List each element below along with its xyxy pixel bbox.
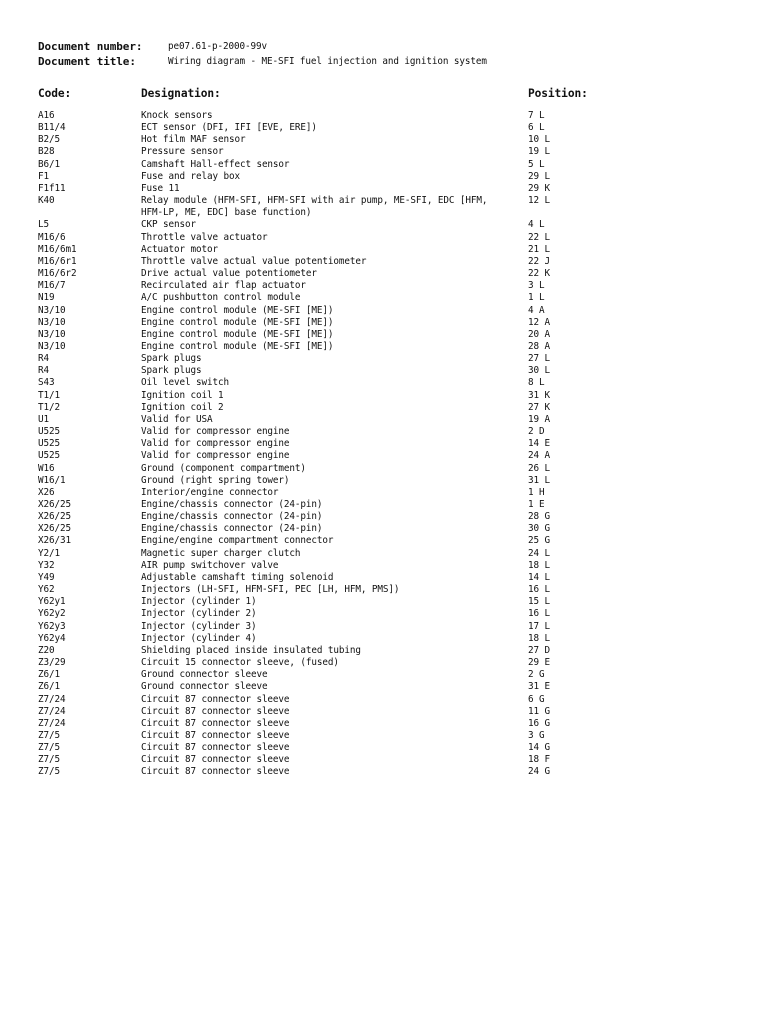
code-cell: Z7/24 (38, 705, 66, 717)
position-cell: 29 E (528, 657, 550, 669)
code-cell: Z6/1 (38, 681, 60, 693)
position-cell: 19 L (528, 146, 550, 158)
table-row (0, 159, 768, 171)
code-cell: X26/25 (38, 511, 71, 523)
code-cell: Z6/1 (38, 669, 60, 681)
position-cell: 24 A (528, 450, 550, 462)
code-cell: M16/7 (38, 280, 66, 292)
code-cell: Y62y2 (38, 608, 66, 620)
designation-cell: Valid for compressor engine (141, 438, 290, 450)
table-row (0, 219, 768, 231)
position-cell: 8 L (528, 377, 545, 389)
code-cell: Z7/5 (38, 766, 60, 778)
position-cell: 3 L (528, 280, 545, 292)
code-cell: M16/6 (38, 231, 66, 243)
designation-cell: Valid for compressor engine (141, 426, 290, 438)
position-cell: 30 L (528, 365, 550, 377)
designation-cell: Engine/engine compartment connector (141, 535, 334, 547)
position-cell: 16 G (528, 717, 550, 729)
position-cell: 24 G (528, 766, 550, 778)
code-cell: B2/5 (38, 134, 60, 146)
code-cell: Z7/24 (38, 693, 66, 705)
table-row (0, 341, 768, 353)
table-row (0, 195, 768, 219)
table-row (0, 146, 768, 158)
designation-cell: Knock sensors (141, 110, 213, 121)
table-row (0, 645, 768, 657)
position-cell: 12 A (528, 316, 550, 328)
designation-cell: Engine control module (ME-SFI [ME]) (141, 340, 334, 352)
table-row (0, 742, 768, 754)
table-row (0, 268, 768, 280)
table-row (0, 475, 768, 487)
designation-cell: Oil level switch (141, 377, 229, 389)
code-cell: N3/10 (38, 328, 66, 340)
position-cell: 18 L (528, 632, 550, 644)
position-cell: 28 G (528, 511, 550, 523)
position-cell: 19 A (528, 413, 550, 425)
designation-cell: Ground (right spring tower) (141, 474, 290, 486)
position-cell: 29 K (528, 182, 550, 194)
position-cell: 25 G (528, 535, 550, 547)
table-row (0, 110, 768, 122)
position-cell: 14 E (528, 438, 550, 450)
code-cell: U525 (38, 450, 60, 462)
table-row (0, 402, 768, 414)
code-cell: X26 (38, 486, 55, 498)
position-cell: 22 K (528, 268, 550, 280)
table-row (0, 669, 768, 681)
table-row (0, 487, 768, 499)
designation-cell: Hot film MAF sensor (141, 134, 246, 146)
designation-cell: Circuit 87 connector sleeve (141, 693, 290, 705)
table-row (0, 365, 768, 377)
table-row (0, 718, 768, 730)
designation-cell: Camshaft Hall-effect sensor (141, 158, 290, 170)
designation-cell: Circuit 15 connector sleeve, (fused) (141, 657, 339, 669)
table-row (0, 329, 768, 341)
table-row (0, 681, 768, 693)
table-row (0, 560, 768, 572)
code-column-header: Code: (38, 87, 72, 100)
code-cell: Z20 (38, 644, 55, 656)
document-number-label: Document number: (38, 40, 143, 53)
code-cell: Y62y1 (38, 596, 66, 608)
code-cell: B11/4 (38, 122, 66, 134)
table-row (0, 633, 768, 645)
designation-cell: A/C pushbutton control module (141, 292, 301, 304)
designation-cell: Engine control module (ME-SFI [ME]) (141, 316, 334, 328)
code-cell: B6/1 (38, 158, 60, 170)
position-cell: 4 A (528, 304, 545, 316)
designation-cell: Injectors (LH-SFI, HFM-SFI, PEC [LH, HFM, PMS]) (141, 584, 400, 596)
designation-cell: AIR pump switchover valve (141, 559, 279, 571)
position-cell: 3 G (528, 729, 545, 741)
code-cell: X26/25 (38, 499, 71, 510)
table-row (0, 305, 768, 317)
designation-cell: Relay module (HFM-SFI, HFM-SFI with air pump, ME-SFI, EDC [HFM, HFM-LP, ME, EDC] base function) (141, 195, 488, 219)
code-cell: Z7/5 (38, 729, 60, 741)
position-cell: 2 G (528, 669, 545, 681)
position-cell: 27 D (528, 644, 550, 656)
designation-cell: Circuit 87 connector sleeve (141, 729, 290, 741)
table-row (0, 694, 768, 706)
document-title-value: Wiring diagram - ME-SFI fuel injection and ignition system (168, 56, 487, 67)
position-cell: 28 A (528, 340, 550, 352)
code-cell: F1 (38, 170, 49, 182)
designation-column-header: Designation: (141, 87, 221, 100)
code-cell: U525 (38, 438, 60, 450)
designation-cell: Ground (component compartment) (141, 462, 306, 474)
code-cell: L5 (38, 219, 49, 231)
code-cell: B28 (38, 146, 55, 158)
position-cell: 4 L (528, 219, 545, 231)
designation-cell: ECT sensor (DFI, IFI [EVE, ERE]) (141, 122, 317, 134)
position-cell: 31 K (528, 389, 550, 401)
position-cell: 27 L (528, 353, 550, 365)
designation-cell: Injector (cylinder 2) (141, 608, 257, 620)
designation-cell: Circuit 87 connector sleeve (141, 766, 290, 778)
position-cell: 2 D (528, 426, 545, 438)
table-row (0, 292, 768, 304)
designation-cell: Injector (cylinder 1) (141, 596, 257, 608)
designation-cell: Spark plugs (141, 353, 202, 365)
position-cell: 22 L (528, 231, 550, 243)
table-row (0, 657, 768, 669)
table-row (0, 706, 768, 718)
code-cell: T1/1 (38, 389, 60, 401)
designation-cell: Spark plugs (141, 365, 202, 377)
designation-cell: Adjustable camshaft timing solenoid (141, 571, 334, 583)
table-row (0, 232, 768, 244)
code-cell: W16/1 (38, 474, 66, 486)
designation-cell: Interior/engine connector (141, 486, 279, 498)
position-cell: 10 L (528, 134, 550, 146)
code-cell: S43 (38, 377, 55, 389)
code-cell: U525 (38, 426, 60, 438)
designation-cell: Ground connector sleeve (141, 669, 268, 681)
code-cell: N3/10 (38, 304, 66, 316)
designation-cell: Valid for USA (141, 413, 213, 425)
code-cell: M16/6m1 (38, 243, 77, 255)
position-cell: 24 L (528, 547, 550, 559)
table-row (0, 535, 768, 547)
table-row (0, 608, 768, 620)
code-cell: T1/2 (38, 401, 60, 413)
code-cell: A16 (38, 110, 55, 121)
designation-cell: Throttle valve actuator (141, 231, 268, 243)
position-cell: 31 L (528, 474, 550, 486)
code-cell: Y2/1 (38, 547, 60, 559)
position-column-header: Position: (528, 87, 588, 100)
table-row (0, 572, 768, 584)
designation-cell: Pressure sensor (141, 146, 224, 158)
table-row (0, 244, 768, 256)
code-cell: Y62 (38, 584, 55, 596)
designation-cell: Drive actual value potentiometer (141, 268, 317, 280)
table-row (0, 390, 768, 402)
position-cell: 1 E (528, 499, 545, 510)
document-title-label: Document title: (38, 55, 136, 68)
position-cell: 31 E (528, 681, 550, 693)
designation-cell: Valid for compressor engine (141, 450, 290, 462)
document-number-value: pe07.61-p-2000-99v (168, 41, 267, 52)
code-cell: N3/10 (38, 316, 66, 328)
position-cell: 16 L (528, 584, 550, 596)
designation-cell: Circuit 87 connector sleeve (141, 754, 290, 766)
code-cell: N19 (38, 292, 55, 304)
table-row (0, 499, 768, 511)
code-cell: Z7/5 (38, 742, 60, 754)
code-cell: Y62y4 (38, 632, 66, 644)
code-cell: R4 (38, 365, 49, 377)
table-row (0, 426, 768, 438)
designation-cell: Shielding placed inside insulated tubing (141, 644, 361, 656)
designation-cell: Fuse 11 (141, 182, 180, 194)
code-cell: K40 (38, 195, 55, 207)
code-cell: F1f11 (38, 182, 66, 194)
designation-cell: Magnetic super charger clutch (141, 547, 301, 559)
table-row (0, 122, 768, 134)
designation-cell: Circuit 87 connector sleeve (141, 717, 290, 729)
position-cell: 14 L (528, 571, 550, 583)
position-cell: 16 L (528, 608, 550, 620)
position-cell: 18 F (528, 754, 550, 766)
table-row (0, 183, 768, 195)
designation-cell: Engine/chassis connector (24-pin) (141, 523, 323, 535)
code-cell: R4 (38, 353, 49, 365)
code-cell: Y32 (38, 559, 55, 571)
table-row (0, 280, 768, 292)
position-cell: 18 L (528, 559, 550, 571)
position-cell: 20 A (528, 328, 550, 340)
designation-cell: Circuit 87 connector sleeve (141, 742, 290, 754)
code-cell: X26/25 (38, 523, 71, 535)
designation-cell: CKP sensor (141, 219, 196, 231)
table-row (0, 414, 768, 426)
designation-cell: Engine control module (ME-SFI [ME]) (141, 328, 334, 340)
code-cell: X26/31 (38, 535, 71, 547)
designation-cell: Engine/chassis connector (24-pin) (141, 499, 323, 510)
code-cell: Z7/5 (38, 754, 60, 766)
table-row (0, 256, 768, 268)
position-cell: 14 G (528, 742, 550, 754)
code-cell: U1 (38, 413, 49, 425)
position-cell: 17 L (528, 620, 550, 632)
designation-cell: Injector (cylinder 3) (141, 620, 257, 632)
component-list (0, 110, 768, 779)
table-row (0, 463, 768, 475)
position-cell: 15 L (528, 596, 550, 608)
table-row (0, 766, 768, 778)
designation-cell: Circuit 87 connector sleeve (141, 705, 290, 717)
table-row (0, 134, 768, 146)
code-cell: M16/6r2 (38, 268, 77, 280)
position-cell: 11 G (528, 705, 550, 717)
designation-cell: Ignition coil 1 (141, 389, 224, 401)
code-cell: Z3/29 (38, 657, 66, 669)
designation-cell: Recirculated air flap actuator (141, 280, 306, 292)
table-row (0, 730, 768, 742)
designation-cell: Ground connector sleeve (141, 681, 268, 693)
position-cell: 7 L (528, 110, 545, 121)
position-cell: 5 L (528, 158, 545, 170)
position-cell: 1 L (528, 292, 545, 304)
table-row (0, 450, 768, 462)
position-cell: 1 H (528, 486, 545, 498)
designation-cell: Throttle valve actual value potentiometer (141, 255, 367, 267)
table-row (0, 621, 768, 633)
code-cell: Z7/24 (38, 717, 66, 729)
position-cell: 22 J (528, 255, 550, 267)
designation-cell: Actuator motor (141, 243, 218, 255)
code-cell: W16 (38, 462, 55, 474)
table-row (0, 377, 768, 389)
table-row (0, 523, 768, 535)
table-row (0, 353, 768, 365)
position-cell: 26 L (528, 462, 550, 474)
table-row (0, 317, 768, 329)
table-row (0, 596, 768, 608)
designation-cell: Engine/chassis connector (24-pin) (141, 511, 323, 523)
table-row (0, 438, 768, 450)
position-cell: 6 G (528, 693, 545, 705)
designation-cell: Ignition coil 2 (141, 401, 224, 413)
position-cell: 29 L (528, 170, 550, 182)
code-cell: Y62y3 (38, 620, 66, 632)
position-cell: 12 L (528, 195, 550, 207)
position-cell: 30 G (528, 523, 550, 535)
position-cell: 6 L (528, 122, 545, 134)
designation-cell: Engine control module (ME-SFI [ME]) (141, 304, 334, 316)
table-row (0, 511, 768, 523)
position-cell: 27 K (528, 401, 550, 413)
code-cell: Y49 (38, 571, 55, 583)
table-row (0, 754, 768, 766)
table-row (0, 584, 768, 596)
position-cell: 21 L (528, 243, 550, 255)
designation-cell: Fuse and relay box (141, 170, 240, 182)
code-cell: N3/10 (38, 340, 66, 352)
table-row (0, 548, 768, 560)
code-cell: M16/6r1 (38, 255, 77, 267)
designation-cell: Injector (cylinder 4) (141, 632, 257, 644)
table-row (0, 171, 768, 183)
